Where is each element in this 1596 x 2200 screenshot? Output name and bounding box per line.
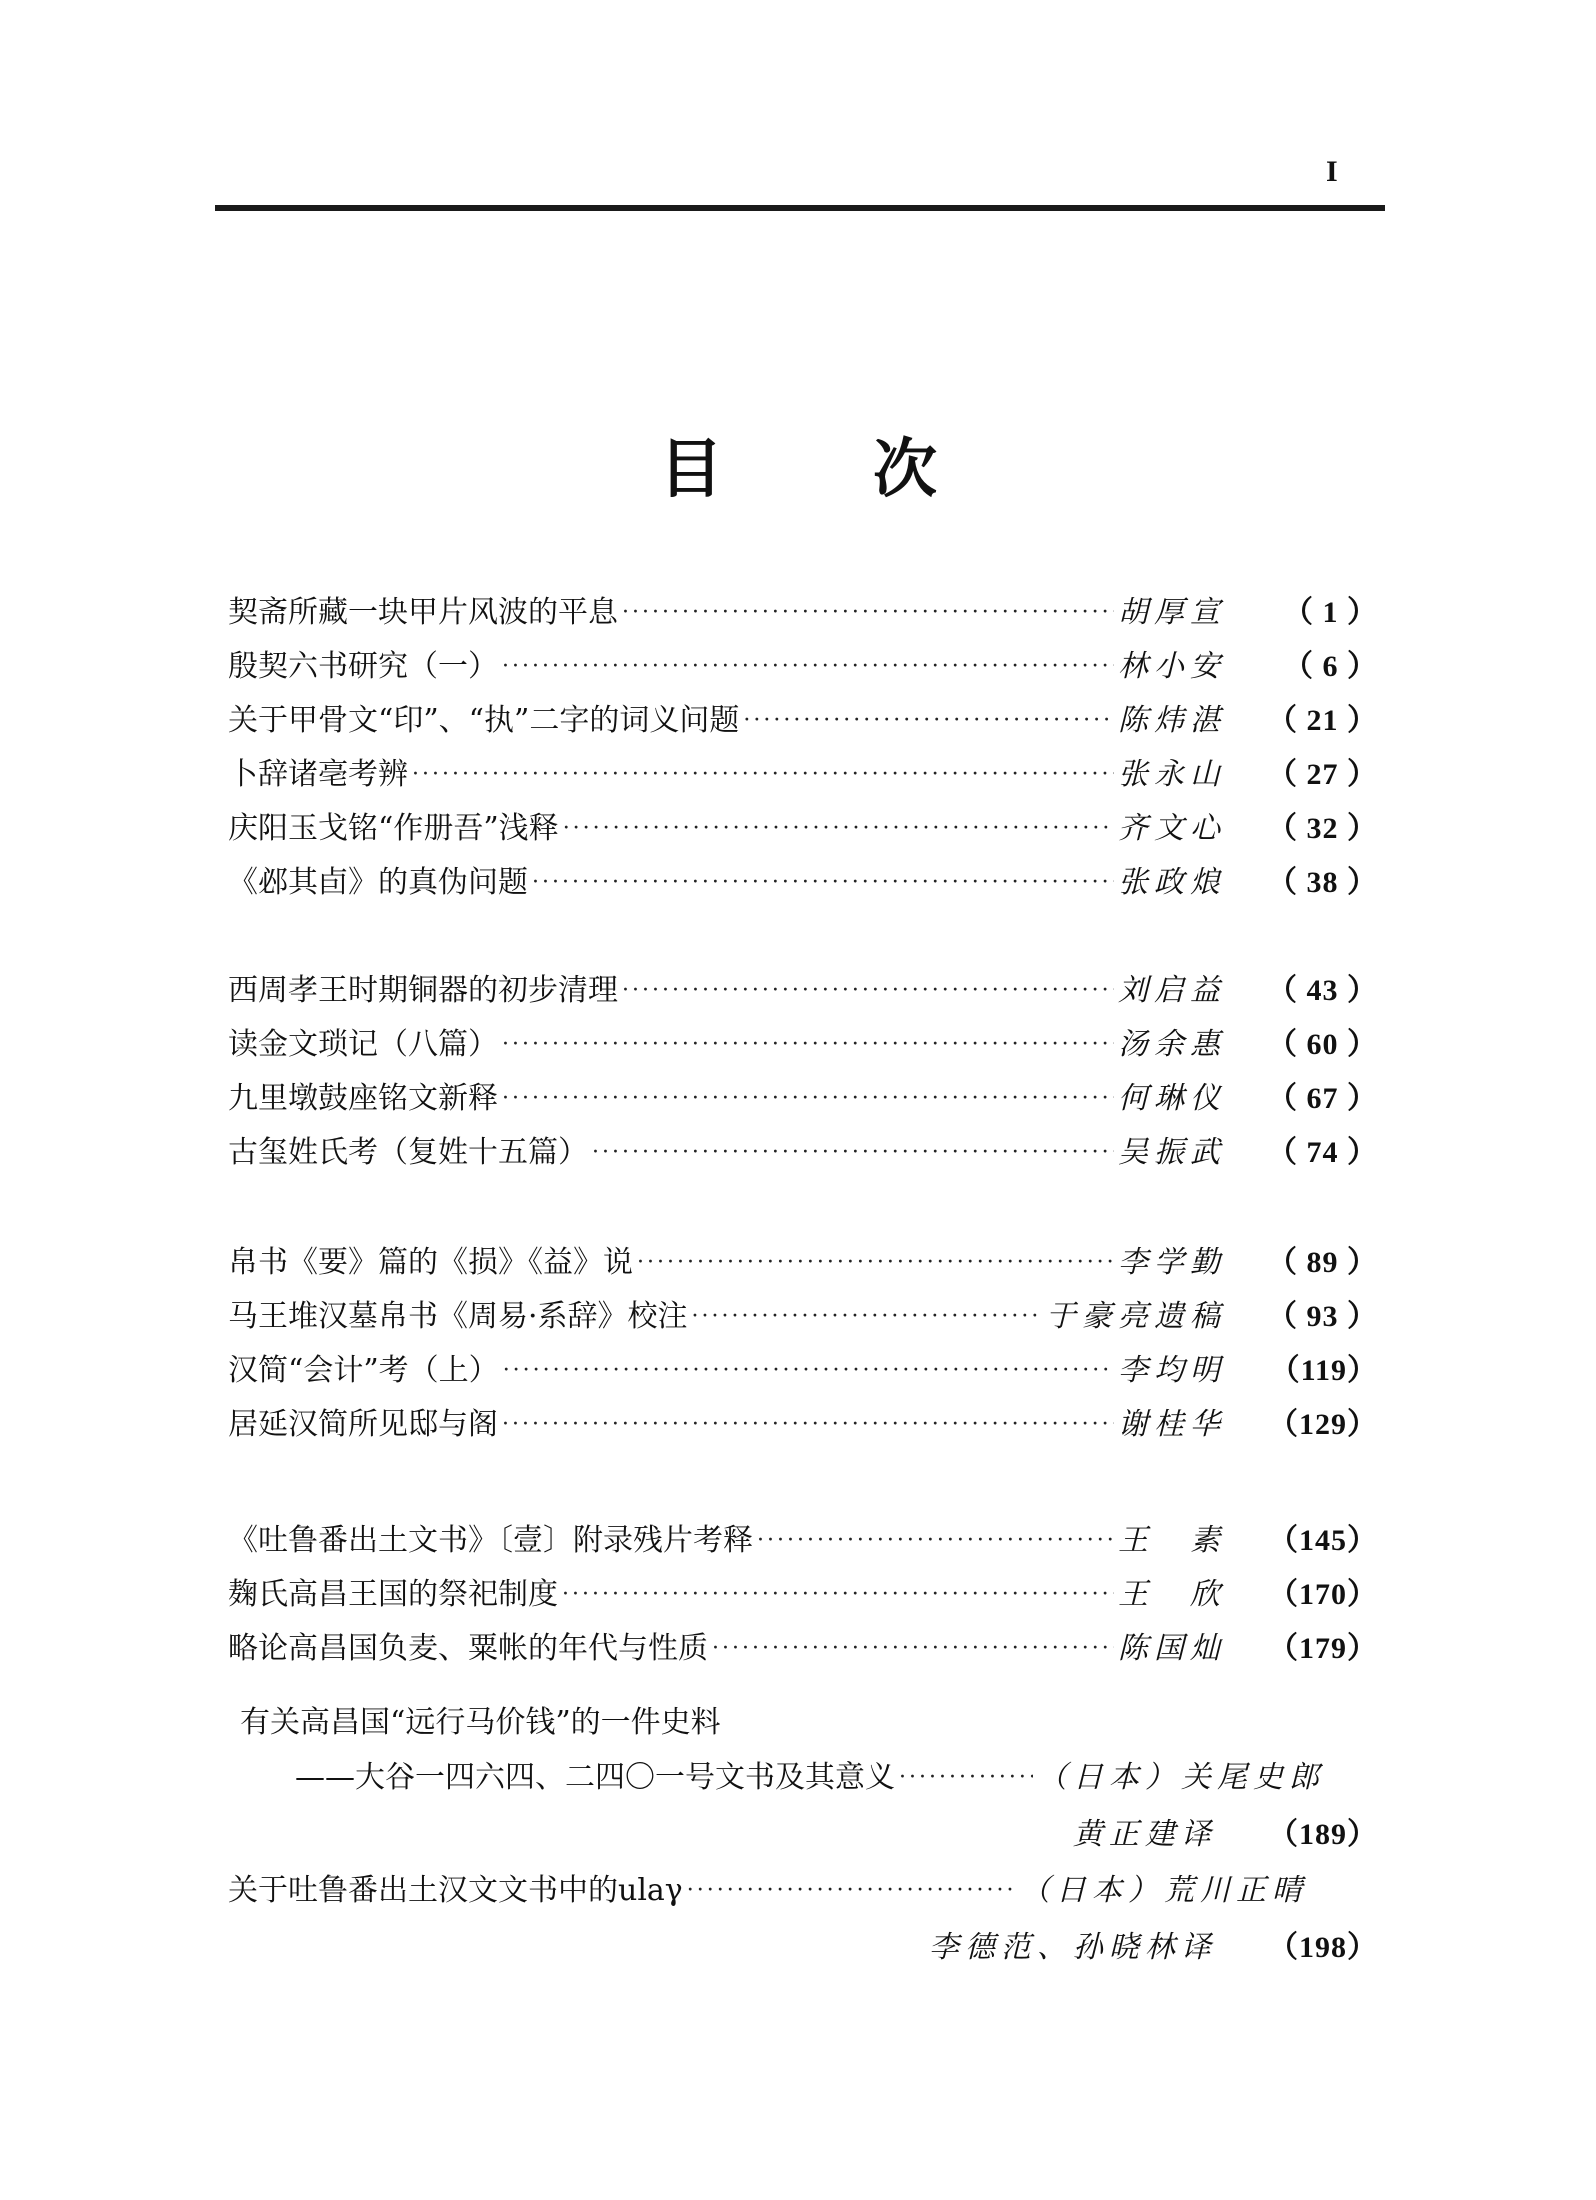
toc-entry-page: （ 74 ） [1267, 1136, 1378, 1169]
page-number: I [1326, 155, 1338, 188]
toc-entry [228, 1402, 1378, 1448]
toc-entry-title: 汉简“会计”考（上） [228, 1353, 499, 1388]
leader-dots [687, 1868, 1016, 1914]
toc-entry-title: 九里墩鼓座铭文新释 [228, 1081, 498, 1116]
toc-entry-author: 张永山 [1118, 757, 1226, 792]
toc-entry-title: 《邲其卣》的真伪问题 [228, 865, 528, 900]
toc-entry [228, 1076, 1378, 1122]
leader-dots [502, 644, 1114, 690]
toc-entry-title: 帛书《要》篇的《损》《益》说 [228, 1245, 633, 1280]
toc-entry-author: 李均明 [1118, 1353, 1226, 1388]
toc-entry-title: 西周孝王时期铜器的初步清理 [228, 973, 618, 1008]
toc-entry-page: （179） [1268, 1632, 1378, 1665]
toc-entry-author: 胡厚宣 [1118, 595, 1226, 630]
toc-entry-author: 王 素 [1118, 1523, 1226, 1558]
leader-dots [899, 1755, 1033, 1801]
toc-entry-page: （119） [1269, 1354, 1378, 1387]
toc-entry [228, 644, 1378, 690]
toc-entry [228, 968, 1378, 1014]
toc-entry-title: 关于吐鲁番出土汉文文书中的ulaγ [228, 1873, 683, 1908]
leader-dots [592, 1130, 1114, 1176]
toc-entry-page: （198） [1268, 1931, 1378, 1964]
toc-entry [228, 698, 1378, 744]
toc-entry-page: （170） [1268, 1578, 1378, 1611]
toc-entry-author: 张政烺 [1118, 865, 1226, 900]
toc-entry-author: 齐文心 [1118, 811, 1226, 846]
toc-entry [228, 1626, 1378, 1672]
toc-entry-page: （ 6 ） [1283, 650, 1378, 683]
toc-entry-translator-line [1073, 1812, 1378, 1858]
toc-entry-page: （145） [1268, 1524, 1378, 1557]
toc-entry [228, 1518, 1378, 1564]
toc-entry [228, 1130, 1378, 1176]
toc-entry-page: （ 60 ） [1267, 1028, 1378, 1061]
toc-entry-title: 《吐鲁番出土文书》〔壹〕附录残片考释 [228, 1523, 753, 1558]
toc-entry-author: 刘启益 [1118, 973, 1226, 1008]
toc-entry-title: 契斋所藏一块甲片风波的平息 [228, 595, 618, 630]
toc-entry [228, 752, 1378, 798]
toc-entry-translator: 黄正建译 [1072, 1817, 1217, 1852]
toc-entry-author: 汤余惠 [1118, 1027, 1226, 1062]
page-title: 目次 [659, 433, 1087, 507]
toc-entry-page: （ 38 ） [1267, 866, 1378, 899]
toc-entry-page: （189） [1268, 1818, 1378, 1851]
toc-entry-title: 马王堆汉墓帛书《周易·系辞》校注 [228, 1299, 688, 1334]
toc-entry-page: （ 27 ） [1267, 758, 1378, 791]
toc-entry-title: 略论高昌国负麦、粟帐的年代与性质 [228, 1631, 708, 1666]
toc-entry-title: 关于甲骨文“印”、“执”二字的词义问题 [228, 703, 740, 738]
leader-dots [502, 1076, 1114, 1122]
toc-entry [228, 860, 1378, 906]
leader-dots [743, 698, 1114, 744]
toc-entry-title: 有关高昌国“远行马价钱”的一件史料 [240, 1705, 721, 1740]
toc-entry [228, 1294, 1378, 1340]
toc-entry-author: 林小安 [1118, 649, 1226, 684]
toc-entry-author: 陈炜湛 [1118, 703, 1226, 738]
toc-entry [228, 1240, 1378, 1286]
leader-dots [712, 1626, 1114, 1672]
toc-entry-author: 谢桂华 [1118, 1407, 1226, 1442]
toc-entry-title: 麹氏高昌王国的祭祀制度 [228, 1577, 558, 1612]
toc-entry-author: 陈国灿 [1118, 1631, 1226, 1666]
toc-entry-page: （ 67 ） [1267, 1082, 1378, 1115]
toc-entry-author: 吴振武 [1118, 1135, 1226, 1170]
toc-entry-page: （ 43 ） [1267, 974, 1378, 1007]
toc-entry-title: 卜辞诸亳考辨 [228, 757, 408, 792]
toc-entry-author: （日本）荒川正晴 [1020, 1873, 1308, 1908]
toc-entry-page: （ 89 ） [1267, 1246, 1378, 1279]
leader-dots [637, 1240, 1114, 1286]
toc-entry-page: （ 32 ） [1267, 812, 1378, 845]
toc-entry [295, 1755, 1325, 1801]
toc-entry-page: （ 93 ） [1267, 1300, 1378, 1333]
toc-entry [228, 590, 1378, 636]
leader-dots [412, 752, 1114, 798]
toc-entry [228, 1868, 1308, 1914]
toc-entry-page: （129） [1268, 1408, 1378, 1441]
toc-entry-title: 读金文琐记（八篇） [228, 1027, 498, 1062]
header-rule [215, 205, 1385, 211]
leader-dots [692, 1294, 1042, 1340]
toc-entry-page: （ 21 ） [1267, 704, 1378, 737]
toc-entry [228, 1022, 1378, 1068]
toc-entry-page: （ 1 ） [1283, 596, 1378, 629]
toc-entry-title: 居延汉简所见邸与阁 [228, 1407, 498, 1442]
toc-entry-translator-line [929, 1925, 1378, 1971]
toc-entry-author: 何琳仪 [1118, 1081, 1226, 1116]
leader-dots [502, 1402, 1114, 1448]
leader-dots [502, 1022, 1114, 1068]
toc-entry [228, 806, 1378, 852]
toc-entry-author: （日本）关尾史郎 [1037, 1760, 1325, 1795]
leader-dots [532, 860, 1114, 906]
toc-entry-author: 李学勤 [1118, 1245, 1226, 1280]
toc-entry-title: 殷契六书研究（一） [228, 649, 498, 684]
toc-entry [228, 1572, 1378, 1618]
toc-entry-title: 古玺姓氏考（复姓十五篇） [228, 1135, 588, 1170]
leader-dots [622, 968, 1114, 1014]
toc-entry-author: 于豪亮遗稿 [1046, 1299, 1226, 1334]
leader-dots [757, 1518, 1114, 1564]
toc-entry-author: 王 欣 [1118, 1577, 1226, 1612]
toc-entry-subtitle: ——大谷一四六四、二四〇一号文书及其意义 [295, 1760, 895, 1795]
leader-dots [563, 806, 1114, 852]
toc-entry [228, 1348, 1378, 1394]
toc-entry-title: 庆阳玉戈铭“作册吾”浅释 [228, 811, 559, 846]
leader-dots [562, 1572, 1114, 1618]
leader-dots [622, 590, 1114, 636]
leader-dots [503, 1348, 1114, 1394]
toc-entry-translator: 李德范、孙晓林译 [928, 1930, 1217, 1965]
